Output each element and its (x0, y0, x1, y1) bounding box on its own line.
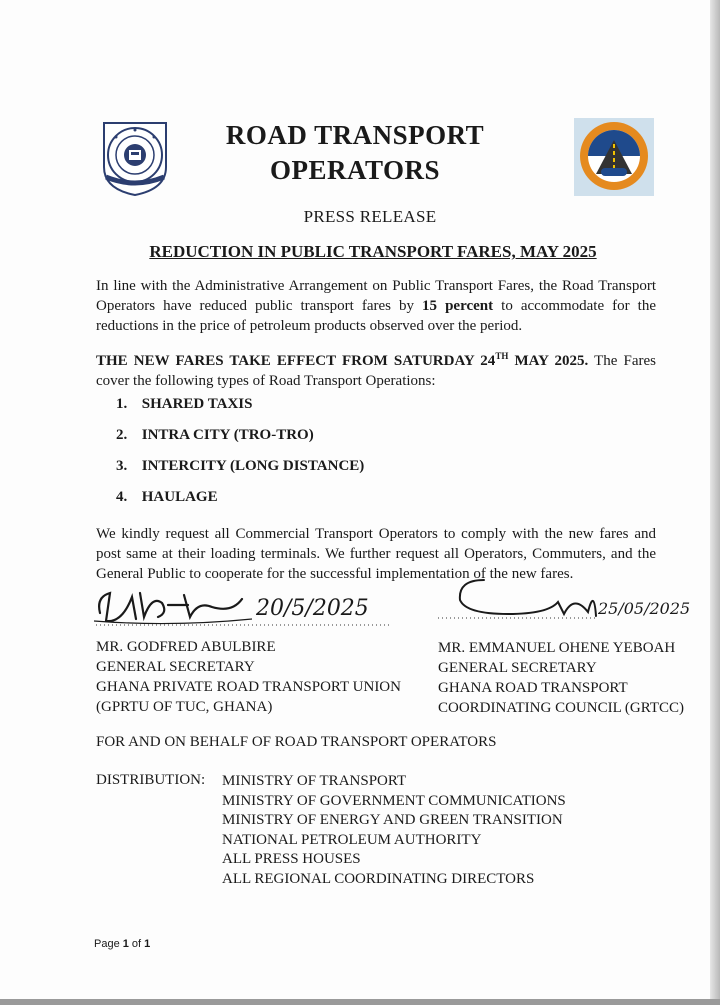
list-item-number: 1. (116, 396, 128, 412)
list-item-number: 4. (116, 489, 128, 505)
right-signatory-org-line2: COORDINATING COUNCIL (GRTCC) (438, 700, 685, 716)
list-item-label: HAULAGE (141, 489, 218, 505)
effective-date-bold-end: MAY 2025. (508, 353, 589, 369)
left-signatory-org-abbrev: (GPRTU OF TUC, GHANA) (96, 699, 273, 715)
right-signatory-name: MR. EMMANUEL OHENE YEBOAH (438, 640, 676, 656)
list-item (116, 427, 364, 458)
page-edge-shadow (710, 0, 720, 1005)
left-signatory-name: MR. GODFRED ABULBIRE (96, 639, 276, 655)
right-signatory-org: GHANA ROAD TRANSPORT (438, 680, 628, 696)
left-signatory-role: GENERAL SECRETARY (96, 659, 255, 675)
effective-date-rest: The Fares cover the following types of Road Transport Operations: (96, 353, 657, 389)
document-title: REDUCTION IN PUBLIC TRANSPORT FARES, MAY 2025 (149, 242, 597, 261)
right-signatory-block (438, 638, 684, 718)
page-number-total: 1 (144, 938, 151, 950)
left-signature-date: 20/5/2025 (256, 596, 369, 621)
right-signatory-role: GENERAL SECRETARY (438, 660, 597, 676)
distribution-list (222, 772, 566, 890)
intro-text-start: In line with the Administrative Arrangement on Public Transport Fares, the Road Transport Operators have reduced public transport fares by (96, 278, 656, 314)
right-signature (438, 568, 698, 630)
list-item-number: 2. (116, 427, 128, 443)
intro-percent-highlight: 15 percent (422, 298, 494, 314)
gprtu-logo (98, 115, 172, 197)
list-item (116, 489, 364, 520)
list-item: NATIONAL PETROLEUM AUTHORITY (222, 831, 482, 848)
left-signatory-block (96, 637, 401, 717)
intro-paragraph (96, 276, 656, 336)
date-superscript: TH (495, 351, 509, 361)
list-item-number: 3. (116, 458, 128, 474)
list-item: MINISTRY OF GOVERNMENT COMMUNICATIONS (222, 792, 566, 809)
effective-date-bold: THE NEW FARES TAKE EFFECT FROM SATURDAY 24 (96, 353, 496, 369)
header-title-line1: ROAD TRANSPORT (225, 120, 485, 150)
list-item-label: INTRA CITY (TRO-TRO) (141, 427, 314, 443)
list-item-label: SHARED TAXIS (141, 396, 253, 412)
effective-date-paragraph (96, 346, 656, 391)
header-title-line2: OPERATORS (269, 155, 441, 185)
header-title (210, 118, 500, 188)
on-behalf-line: FOR AND ON BEHALF OF ROAD TRANSPORT OPERATORS (96, 734, 497, 750)
request-paragraph: We kindly request all Commercial Transport Operators to comply with the new fares and post same at their loading terminals. We further request all Operators, Commuters, and the General Public to cooperate for the successful implementation of the new fares. (96, 526, 656, 582)
list-item: MINISTRY OF ENERGY AND GREEN TRANSITION (222, 812, 563, 829)
page-bottom-edge (0, 999, 720, 1005)
list-item: ALL REGIONAL COORDINATING DIRECTORS (222, 870, 535, 887)
right-signature-date: 25/05/2025 (598, 599, 691, 618)
press-release-label: PRESS RELEASE (303, 207, 437, 226)
list-item: MINISTRY OF TRANSPORT (222, 773, 407, 789)
page-number-prefix: Page (94, 938, 123, 950)
distribution-label: DISTRIBUTION: (96, 772, 206, 788)
list-item-label: INTERCITY (LONG DISTANCE) (141, 458, 365, 474)
operations-list (116, 396, 364, 520)
left-signature (92, 583, 392, 633)
page-number-current: 1 (122, 938, 129, 950)
list-item (116, 458, 364, 489)
grtcc-logo (574, 118, 654, 196)
page-number-of: of (128, 938, 145, 950)
list-item (116, 396, 364, 427)
list-item: ALL PRESS HOUSES (222, 851, 361, 868)
left-signatory-org: GHANA PRIVATE ROAD TRANSPORT UNION (96, 679, 401, 695)
intro-text-end: to accommodate for the reductions in the price of petroleum products observed over the period. (96, 298, 656, 334)
page-number (94, 938, 150, 950)
